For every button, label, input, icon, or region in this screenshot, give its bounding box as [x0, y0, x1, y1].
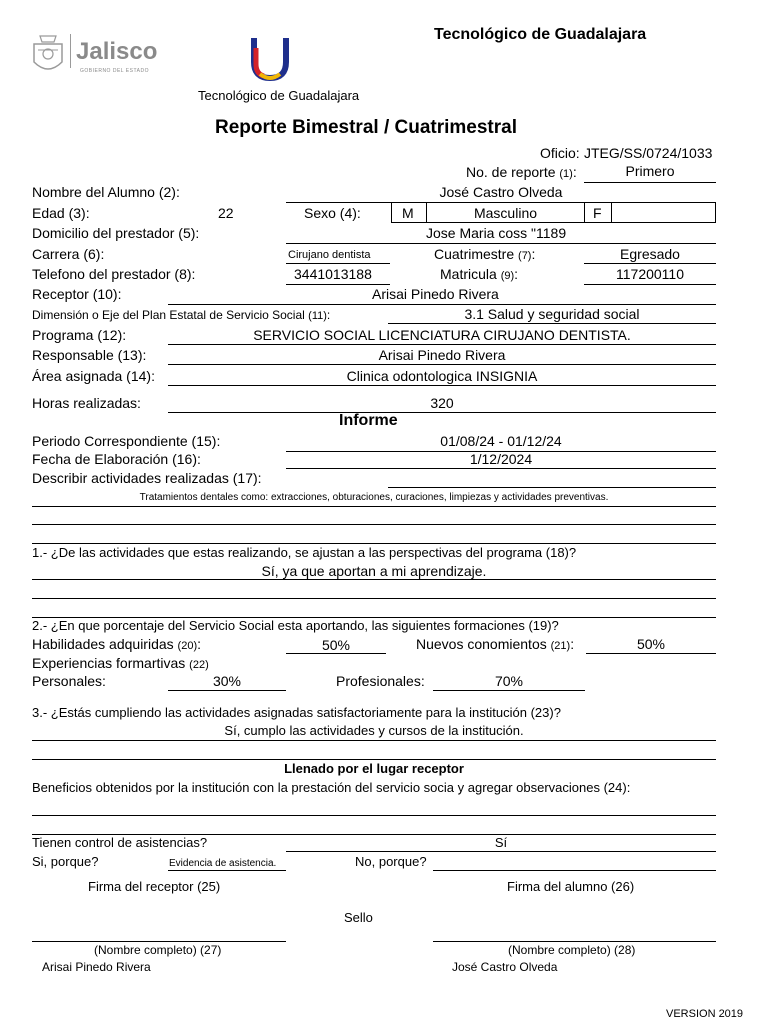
informe-title: Informe: [339, 412, 398, 429]
activities-value: Tratamientos dentales como: extracciones, obturaciones, curaciones, limpiezas y actividades preventivas.: [139, 492, 609, 503]
name-value: José Castro Olveda: [439, 184, 563, 200]
phone-label: Telefono del prestador (8):: [32, 266, 196, 282]
dimension-label: Dimensión o Eje del Plan Estatal de Servicio Social (11):: [32, 308, 331, 322]
receptor-value: Arisai Pinedo Rivera: [372, 286, 499, 302]
seal-label: Sello: [344, 910, 373, 925]
oficio-label: Oficio:: [540, 145, 580, 161]
period-label: Periodo Correspondiente (15):: [32, 433, 221, 449]
tec-logo-icon: [250, 38, 290, 82]
receptor-label: Receptor (10):: [32, 286, 122, 302]
date-label: Fecha de Elaboración (16):: [32, 451, 201, 467]
q2-question: 2.- ¿En que porcentaje del Servicio Social esta aportando, las siguientes formaciones (19)?: [32, 618, 559, 633]
q1-question: 1.- ¿De las actividades que estas realizando, se ajustan a las perspectivas del programa (18)?: [32, 545, 577, 560]
institution-logo-caption: Tecnológico de Guadalajara: [198, 88, 360, 103]
hours-label: Horas realizadas:: [32, 395, 141, 411]
q3-question: 3.- ¿Estás cumpliendo las actividades asignadas satisfactoriamente para la institución (23)?: [32, 705, 561, 720]
area-value: Clinica odontologica INSIGNIA: [346, 368, 538, 384]
receptor-section-title: Llenado por el lugar receptor: [284, 761, 464, 776]
student-name-label: (Nombre completo) (28): [508, 943, 636, 957]
q3-answer: Sí, cumplo las actividades y cursos de la institución.: [224, 723, 524, 738]
receptor-name: Arisai Pinedo Rivera: [42, 960, 151, 974]
term-value: Egresado: [620, 246, 680, 262]
knowledge-value: 50%: [636, 636, 666, 652]
receptor-name-label: (Nombre completo) (27): [94, 943, 222, 957]
receptor-signature-label: Firma del receptor (25): [88, 879, 221, 894]
name-label: Nombre del Alumno (2):: [32, 184, 180, 200]
sex-m-option: M: [402, 205, 414, 221]
institution-name: Tecnológico de Guadalajara: [434, 26, 647, 43]
no-reason-label: No, porque?: [355, 854, 427, 869]
jalisco-logo-text: Jalisco: [76, 38, 158, 65]
area-label: Área asignada (14):: [32, 368, 155, 384]
term-label: Cuatrimestre (7):: [434, 246, 536, 262]
program-value: SERVICIO SOCIAL LICENCIATURA CIRUJANO DENTISTA.: [253, 327, 631, 343]
age-value: 22: [218, 205, 234, 221]
date-value: 1/12/2024: [469, 451, 533, 467]
age-label: Edad (3):: [32, 205, 90, 221]
dimension-value: 3.1 Salud y seguridad social: [464, 306, 640, 322]
responsible-value: Arisai Pinedo Rivera: [378, 347, 506, 363]
phone-value: 3441013188: [294, 266, 372, 282]
id-value: 117200110: [616, 266, 684, 282]
activities-label: Describir actividades realizadas (17):: [32, 470, 262, 486]
report-title: Reporte Bimestral / Cuatrimestral: [215, 117, 517, 138]
address-label: Domicilio del prestador (5):: [32, 225, 200, 241]
sex-value: Masculino: [473, 205, 538, 221]
jalisco-logo-subtitle: GOBIERNO DEL ESTADO: [80, 68, 149, 74]
sex-f-option: F: [593, 205, 602, 221]
knowledge-label: Nuevos conomientos (21):: [416, 636, 575, 652]
attendance-value: Sí: [494, 835, 508, 850]
yes-reason-label: Si, porque?: [32, 854, 99, 869]
student-name: José Castro Olveda: [452, 960, 558, 974]
hours-value: 320: [430, 395, 454, 411]
sex-label: Sexo (4):: [304, 205, 361, 221]
id-label: Matricula (9):: [440, 266, 519, 282]
benefits-label: Beneficios obtenidos por la institución con la prestación del servicio socia y agregar observaciones (24):: [32, 780, 631, 795]
q1-answer: Sí, ya que aportan a mi aprendizaje.: [261, 563, 487, 579]
attendance-label: Tienen control de asistencias?: [32, 835, 208, 850]
report-no-label: No. de reporte (1):: [466, 164, 577, 180]
career-value: Cirujano dentista: [288, 249, 371, 261]
yes-reason-value: Evidencia de asistencia.: [169, 858, 277, 869]
period-value: 01/08/24 - 01/12/24: [440, 433, 562, 449]
oficio-value: JTEG/SS/0724/1033: [584, 145, 713, 161]
career-label: Carrera (6):: [32, 246, 105, 262]
personal-value: 30%: [212, 673, 242, 689]
address-value: Jose Maria coss "1189: [426, 225, 567, 241]
professional-value: 70%: [494, 673, 524, 689]
jalisco-seal-icon: [28, 30, 68, 80]
report-no-value: Primero: [625, 163, 675, 179]
program-label: Programa (12):: [32, 327, 127, 343]
skills-label: Habilidades adquiridas (20):: [32, 636, 201, 652]
jalisco-logo: [28, 30, 158, 80]
personal-label: Personales:: [32, 673, 106, 689]
skills-value: 50%: [321, 637, 351, 653]
professional-label: Profesionales:: [336, 673, 425, 689]
version-label: VERSION 2019: [666, 1008, 744, 1020]
student-signature-label: Firma del alumno (26): [507, 879, 635, 894]
responsible-label: Responsable (13):: [32, 347, 147, 363]
experience-label: Experiencias formartivas (22): [32, 655, 209, 671]
